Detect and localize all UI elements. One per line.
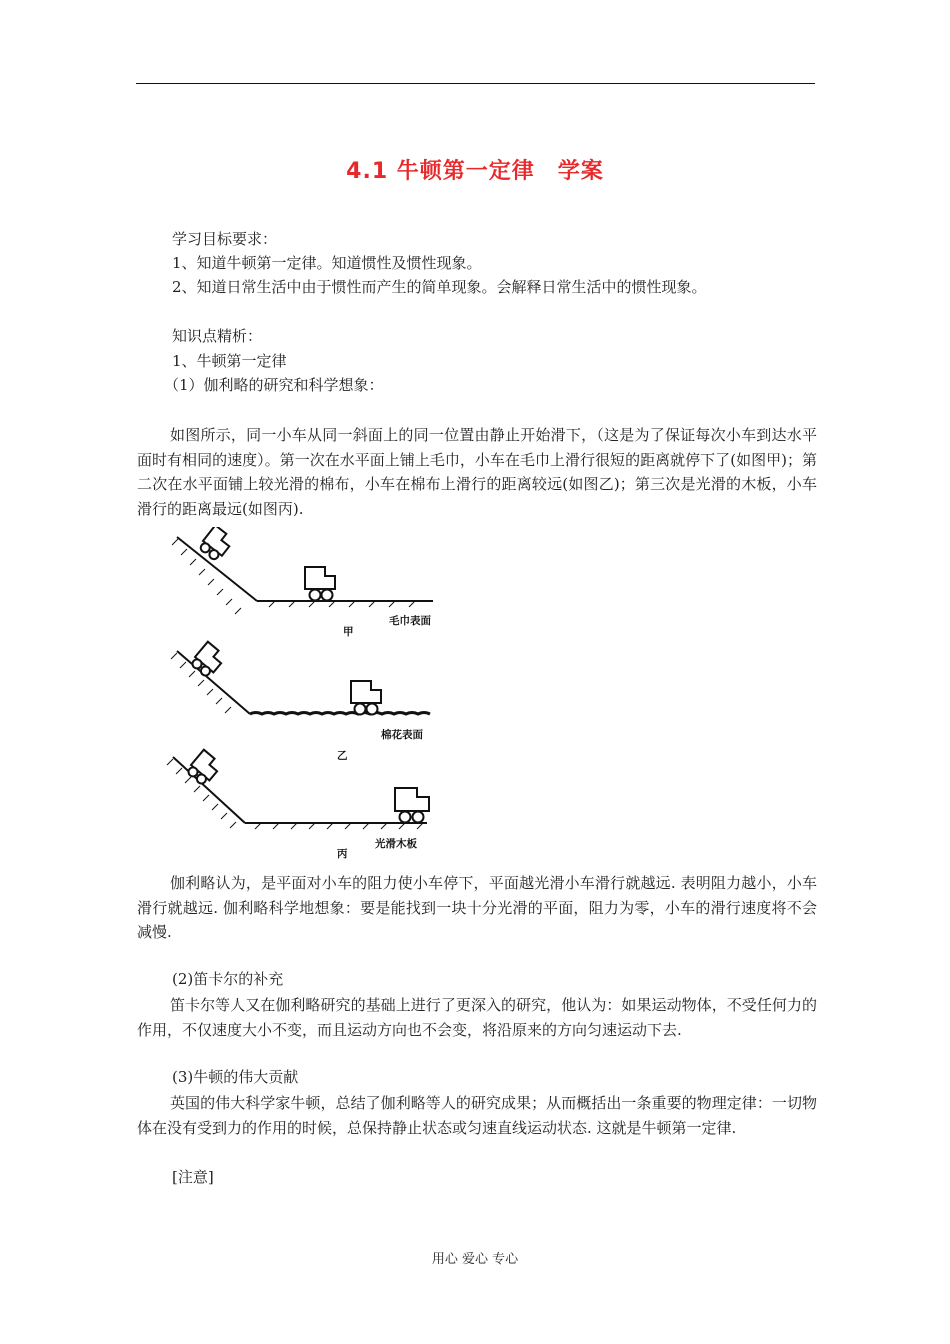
panel-jia-surface: 毛巾表面	[389, 615, 431, 627]
goals-heading: 学习目标要求：	[172, 230, 278, 248]
page-footer: 用心 爱心 专心	[431, 1252, 519, 1267]
paragraph-newton: 英国的伟大科学家牛顿，总结了伽利略等人的研究成果；从而概括出一条重要的物理定律：一切物体在没有受到力的作用的时候，总保持静止状态或匀速直线运动状态. 这就是牛顿第一定律.	[137, 1094, 817, 1137]
panel-bing	[167, 750, 429, 829]
paragraph-experiment: 如图所示，同一小车从同一斜面上的同一位置由静止开始滑下，（这是为了保证每次小车到达水平面时有相同的速度）。第一次在水平面上铺上毛巾，小车在毛巾上滑行很短的距离就停下了(如图甲)；第二次在水平面铺上较光滑的棉布，小车在棉布上滑行的距离较远(如图乙)；第三次是光滑的木板，小车滑行的距离最远(如图丙).	[137, 426, 817, 518]
subsection-heading-1: （1）伽利略的研究和科学想象：	[164, 376, 384, 394]
panel-yi	[171, 642, 430, 715]
paragraph-descartes: 笛卡尔等人又在伽利略研究的基础上进行了更深入的研究，他认为：如果运动物体，不受任何力的作用，不仅速度大小不变，而且运动方向也不会变，将沿原来的方向匀速运动下去.	[137, 996, 817, 1039]
subsection-heading-3: (3)牛顿的伟大贡献	[172, 1068, 299, 1086]
section-heading-1: 1、牛顿第一定律	[172, 352, 287, 370]
panel-bing-surface: 光滑木板	[375, 838, 417, 850]
note-label: [注意]	[172, 1168, 214, 1186]
knowledge-heading: 知识点精析：	[172, 327, 263, 345]
panel-yi-surface: 棉花表面	[381, 729, 423, 741]
panel-bing-name: 丙	[337, 848, 348, 860]
panel-jia	[172, 527, 433, 614]
panel-yi-name: 乙	[337, 750, 348, 762]
panel-jia-name: 甲	[343, 626, 354, 638]
header-rule	[136, 83, 815, 84]
paragraph-galileo: 伽利略认为，是平面对小车的阻力使小车停下，平面越光滑小车滑行就越远. 表明阻力越小，小车滑行就越远. 伽利略科学地想象：要是能找到一块十分光滑的平面，阻力为零，小车的滑行速度将不会减慢.	[137, 874, 817, 941]
goal-item-2: 2、知道日常生活中由于惯性而产生的简单现象。会解释日常生活中的惯性现象。	[172, 278, 707, 296]
goal-item-1: 1、知道牛顿第一定律。知道惯性及惯性现象。	[172, 254, 482, 272]
page-title: 4.1 牛顿第一定律 学案	[346, 159, 604, 184]
experiment-figure	[165, 527, 455, 862]
subsection-heading-2: (2)笛卡尔的补充	[172, 970, 284, 988]
